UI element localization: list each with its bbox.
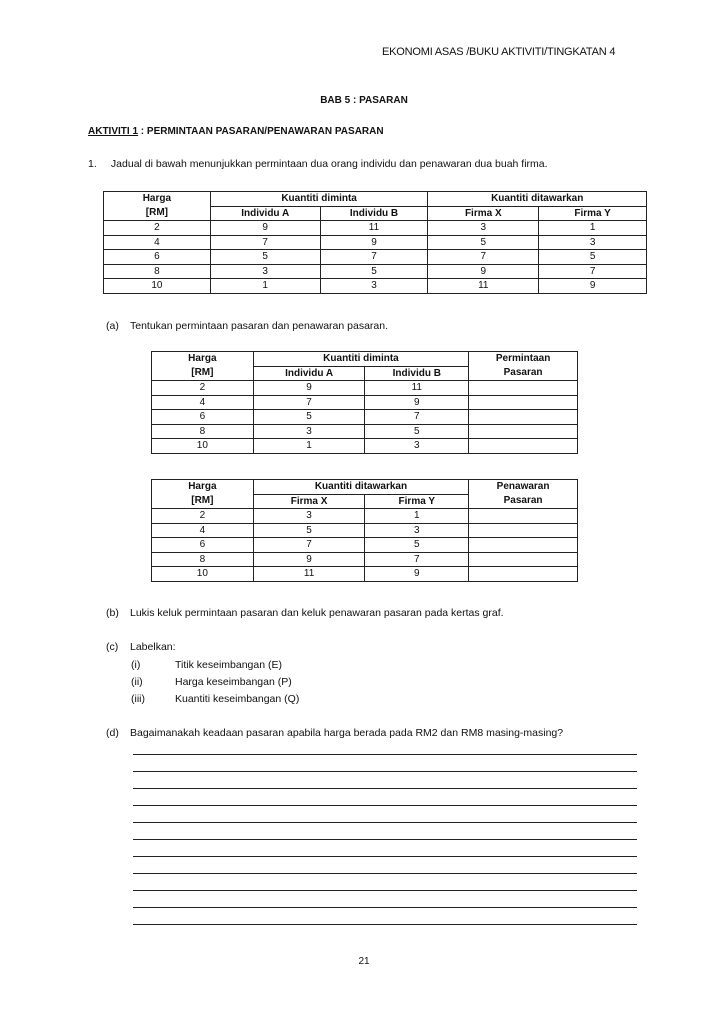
answer-cell[interactable] [469,381,578,396]
col-firma-y: Firma Y [539,206,647,221]
cell: 11 [320,221,428,236]
item-text: Harga keseimbangan (P) [175,676,292,688]
answer-line[interactable] [133,856,637,857]
cell: 10 [152,439,254,454]
answer-line[interactable] [133,924,637,925]
item-number: (iii) [131,693,145,705]
answer-line[interactable] [133,907,637,908]
cell: 2 [152,509,254,524]
supply-group-header: Kuantiti ditawarkan [253,480,468,495]
table-row [152,381,578,396]
part-d-label: (d) [106,727,119,739]
cell: 9 [365,395,469,410]
table-row [152,410,578,425]
answer-cell[interactable] [469,395,578,410]
rm-header: [RM] [152,494,254,509]
cell: 9 [320,235,428,250]
cell: 7 [320,250,428,265]
table-row [152,552,578,567]
harga-header: Harga [152,480,254,495]
cell: 7 [253,538,365,553]
part-c-text: Labelkan: [130,641,176,653]
cell: 5 [539,250,647,265]
activity-title: : PERMINTAAN PASARAN/PENAWARAN PASARAN [138,126,384,137]
part-a-text: Tentukan permintaan pasaran dan penawaran pasaran. [130,320,389,332]
table-row [152,395,578,410]
table-row [104,221,647,236]
item-text: Kuantiti keseimbangan (Q) [175,693,300,705]
cell: 9 [210,221,320,236]
cell: 9 [365,567,469,582]
cell: 3 [428,221,539,236]
col-firma-x: Firma X [253,494,365,509]
cell: 11 [365,381,469,396]
cell: 3 [320,279,428,294]
cell: 3 [539,235,647,250]
harga-header: Harga [152,352,254,367]
cell: 8 [152,552,254,567]
col-firma-y: Firma Y [365,494,469,509]
answer-cell[interactable] [469,538,578,553]
table-row [104,250,647,265]
cell: 1 [365,509,469,524]
cell: 3 [210,264,320,279]
col-individu-b: Individu B [365,366,469,381]
rm-header: [RM] [104,206,211,221]
cell: 1 [539,221,647,236]
part-b-label: (b) [106,607,119,619]
demand-group-header: Kuantiti diminta [253,352,468,367]
part-c-item [131,676,292,688]
cell: 1 [210,279,320,294]
cell: 5 [253,523,365,538]
cell: 11 [253,567,365,582]
part-c-label: (c) [106,641,119,653]
market-supply-header-2: Pasaran [469,494,578,509]
cell: 5 [210,250,320,265]
cell: 5 [428,235,539,250]
cell: 4 [104,235,211,250]
cell: 6 [104,250,211,265]
supply-group-header: Kuantiti ditawarkan [428,192,647,207]
question-number: 1. [88,158,97,170]
market-supply-table [151,479,578,582]
part-a [106,320,388,332]
cell: 4 [152,395,254,410]
market-demand-header-1: Permintaan [469,352,578,367]
answer-line[interactable] [133,754,637,755]
cell: 7 [365,552,469,567]
part-b [106,607,504,619]
part-d-text: Bagaimanakah keadaan pasaran apabila harga berada pada RM2 dan RM8 masing-masing? [130,727,564,739]
question-text: Jadual di bawah menunjukkan permintaan dua orang individu dan penawaran dua buah firma. [110,158,548,170]
item-number: (ii) [131,676,143,688]
answer-line[interactable] [133,873,637,874]
part-d [106,727,563,739]
cell: 3 [365,439,469,454]
cell: 9 [539,279,647,294]
table-row [104,264,647,279]
answer-cell[interactable] [469,567,578,582]
cell: 2 [104,221,211,236]
cell: 11 [428,279,539,294]
col-individu-b: Individu B [320,206,428,221]
cell: 5 [320,264,428,279]
answer-cell[interactable] [469,424,578,439]
answer-line[interactable] [133,822,637,823]
part-b-text: Lukis keluk permintaan pasaran dan keluk penawaran pasaran pada kertas graf. [130,607,504,619]
table-row [152,509,578,524]
cell: 7 [539,264,647,279]
cell: 8 [152,424,254,439]
harga-header: Harga [104,192,211,207]
cell: 9 [253,381,365,396]
answer-cell[interactable] [469,410,578,425]
cell: 7 [365,410,469,425]
cell: 3 [253,509,365,524]
cell: 3 [365,523,469,538]
cell: 2 [152,381,254,396]
activity-heading [88,126,384,137]
cell: 10 [152,567,254,582]
answer-cell[interactable] [469,552,578,567]
part-c-item [131,659,282,671]
activity-code: AKTIVITI 1 [88,126,139,137]
market-supply-header-1: Penawaran [469,480,578,495]
cell: 8 [104,264,211,279]
answer-line[interactable] [133,805,637,806]
question-1 [88,158,548,170]
rm-header: [RM] [152,366,254,381]
cell: 7 [253,395,365,410]
part-a-label: (a) [106,320,119,332]
answer-cell[interactable] [469,523,578,538]
main-data-table [103,191,647,294]
table-row [152,567,578,582]
page-header: EKONOMI ASAS /BUKU AKTIVITI/TINGKATAN 4 [382,46,616,58]
cell: 9 [428,264,539,279]
table-row [104,235,647,250]
col-firma-x: Firma X [428,206,539,221]
cell: 5 [365,538,469,553]
answer-line[interactable] [133,771,637,772]
table-row [152,538,578,553]
chapter-title: BAB 5 : PASARAN [320,95,408,106]
table-row [152,424,578,439]
col-individu-a: Individu A [253,366,365,381]
market-demand-table [151,351,578,454]
cell: 7 [210,235,320,250]
item-number: (i) [131,659,141,671]
page-number: 21 [358,956,370,967]
cell: 5 [365,424,469,439]
cell: 1 [253,439,365,454]
cell: 7 [428,250,539,265]
col-individu-a: Individu A [210,206,320,221]
market-demand-header-2: Pasaran [469,366,578,381]
demand-group-header: Kuantiti diminta [210,192,428,207]
answer-line[interactable] [133,890,637,891]
cell: 9 [253,552,365,567]
cell: 6 [152,410,254,425]
answer-cell[interactable] [469,439,578,454]
part-c [106,641,176,653]
cell: 5 [253,410,365,425]
cell: 6 [152,538,254,553]
cell: 3 [253,424,365,439]
table-row [104,279,647,294]
cell: 10 [104,279,211,294]
item-text: Titik keseimbangan (E) [175,659,282,671]
table-row [152,439,578,454]
cell: 4 [152,523,254,538]
answer-line[interactable] [133,839,637,840]
answer-line[interactable] [133,788,637,789]
part-c-item [131,693,299,705]
answer-cell[interactable] [469,509,578,524]
table-row [152,523,578,538]
